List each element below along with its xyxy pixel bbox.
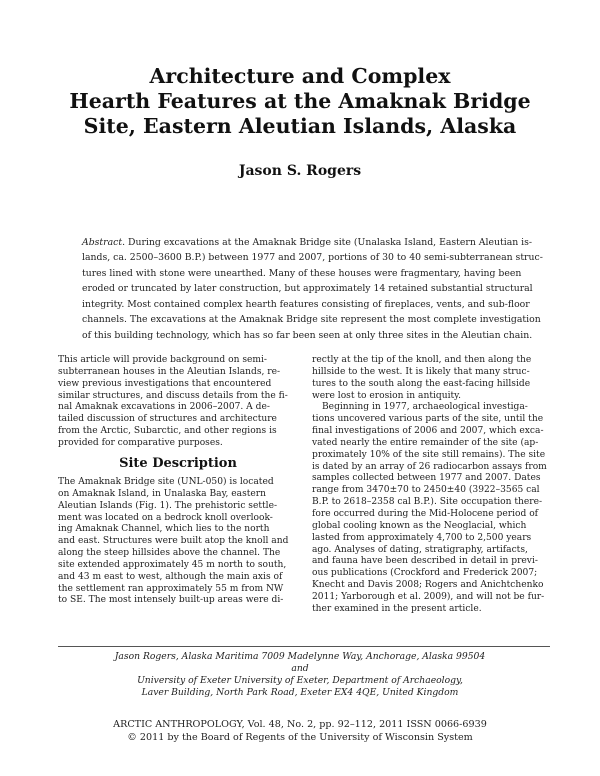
body-line: Beginning in 1977, archaeological investiga-: [322, 402, 528, 413]
abstract-line: integrity. Most contained complex hearth features consisting of fireplaces, vents, and sub-floor: [82, 298, 530, 310]
affiliation-line: University of Exeter University of Exeter, Department of Archaeology,: [137, 675, 463, 686]
body-line: B.P. to 2618–2358 cal B.P.). Site occupation there-: [312, 497, 543, 508]
affiliation-line: Jason Rogers, Alaska Maritima 7009 Madelynne Way, Anchorage, Alaska 99504: [114, 651, 486, 662]
body-line: were lost to erosion in antiquity.: [312, 390, 461, 401]
body-line: This article will provide background on semi-: [58, 355, 267, 365]
body-line: samples collected between 1977 and 2007. Dates: [312, 473, 541, 484]
journal-citation: [0, 718, 600, 744]
journal-line: ARCTIC ANTHROPOLOGY, Vol. 48, No. 2, pp. 92–112, 2011 ISSN 0066-6939: [113, 719, 487, 730]
body-line: lasted from approximately 4,700 to 2,500 years: [312, 532, 532, 543]
section-heading: Site Description: [119, 456, 237, 471]
body-line: Aleutian Islands (Fig. 1). The prehistoric settle-: [58, 500, 278, 511]
site-description-paragraph: [58, 477, 298, 607]
affiliation-line: Laver Building, North Park Road, Exeter EX4 4QE, United Kingdom: [141, 687, 459, 698]
copyright-line: © 2011 by the Board of Regents of the University of Wisconsin System: [127, 732, 473, 743]
abstract-line: tures lined with stone were unearthed. Many of these houses were fragmentary, having been: [82, 267, 522, 279]
body-line: and 43 m east to west, although the main axis of: [58, 571, 283, 582]
article-title: [40, 64, 560, 139]
footnote-divider: [58, 646, 550, 647]
abstract-line: lands, ca. 2500–3600 B.P.) between 1977 and 2007, portions of 30 to 40 semi-subterranean struc-: [82, 252, 543, 264]
author-name: Jason S. Rogers: [238, 163, 362, 179]
body-line: site extended approximately 45 m north to south,: [58, 559, 287, 570]
body-line: range from 3470±70 to 2450±40 (3922–3565 cal: [312, 485, 540, 496]
abstract-line: channels. The excavations at the Amaknak Bridge site represent the most complete investigation: [82, 314, 541, 326]
body-line: similar structures, and discuss details from the fi-: [58, 390, 288, 401]
body-line: the settlement ran approximately 55 m from NW: [58, 583, 284, 594]
body-line: tions uncovered various parts of the site, until the: [312, 414, 544, 425]
body-line: and fauna have been described in detail in previ-: [312, 556, 538, 567]
body-line: hillside to the west. It is likely that many struc-: [312, 366, 530, 377]
body-line: 2011; Yarborough et al. 2009), and will not be fur-: [312, 591, 545, 602]
body-line: ago. Analyses of dating, stratigraphy, artifacts,: [312, 544, 528, 555]
affiliation-line: and: [291, 663, 309, 674]
body-line: rectly at the tip of the knoll, and then along the: [312, 355, 532, 365]
body-line: proximately 10% of the site still remains). The site: [312, 449, 546, 460]
abstract-text: During excavations at the Amaknak Bridge site (Unalaska Island, Eastern Aleutian is-: [125, 237, 533, 248]
body-line: tailed discussion of structures and architecture: [58, 414, 277, 425]
body-line: view previous investigations that encountered: [58, 378, 272, 389]
abstract-line: eroded or truncated by later construction, but approximately 14 retained substantial structural: [82, 283, 533, 295]
body-line: tures to the south along the east-facing hillside: [312, 378, 531, 389]
abstract-line: of this building technology, which has so far been seen at only three sites in the Aleutian chain.: [82, 329, 533, 341]
body-line: from the Arctic, Subarctic, and other regions is: [58, 426, 277, 437]
body-line: global cooling known as the Neoglacial, which: [312, 520, 527, 531]
body-line: vated nearly the entire remainder of the site (ap-: [312, 437, 539, 448]
author-affiliation: [0, 651, 600, 699]
body-line: The Amaknak Bridge site (UNL-050) is located: [58, 477, 274, 487]
body-line: along the steep hillsides above the channel. The: [58, 548, 281, 559]
body-line: ous publications (Crockford and Frederick 2007;: [312, 568, 538, 579]
body-line: final investigations of 2006 and 2007, which exca-: [312, 426, 544, 437]
body-line: Knecht and Davis 2008; Rogers and Anichtchenko: [312, 580, 544, 591]
body-line: provided for comparative purposes.: [58, 437, 223, 448]
body-line: on Amaknak Island, in Unalaska Bay, eastern: [58, 488, 267, 499]
title-line: Hearth Features at the Amaknak Bridge: [69, 89, 531, 113]
body-line: and east. Structures were built atop the knoll and: [58, 536, 289, 547]
abstract: [82, 235, 543, 343]
intro-paragraph: [58, 355, 298, 450]
title-line: Site, Eastern Aleutian Islands, Alaska: [83, 114, 517, 138]
body-line: subterranean houses in the Aleutian Islands, re-: [58, 366, 281, 377]
right-column-text: [312, 355, 552, 616]
body-line: fore occurred during the Mid-Holocene period of: [312, 508, 539, 519]
body-line: to SE. The most intensely built-up areas were di-: [58, 595, 284, 606]
body-line: nal Amaknak excavations in 2006–2007. A de-: [58, 402, 270, 413]
body-line: ment was located on a bedrock knoll overlook-: [58, 512, 273, 523]
abstract-line: [82, 235, 533, 250]
body-line: ing Amaknak Channel, which lies to the north: [58, 524, 270, 535]
abstract-lead: Abstract.: [82, 237, 126, 248]
title-line: Architecture and Complex: [149, 64, 451, 88]
body-line: is dated by an array of 26 radiocarbon assays from: [312, 461, 547, 472]
body-line: ther examined in the present article.: [312, 603, 482, 614]
